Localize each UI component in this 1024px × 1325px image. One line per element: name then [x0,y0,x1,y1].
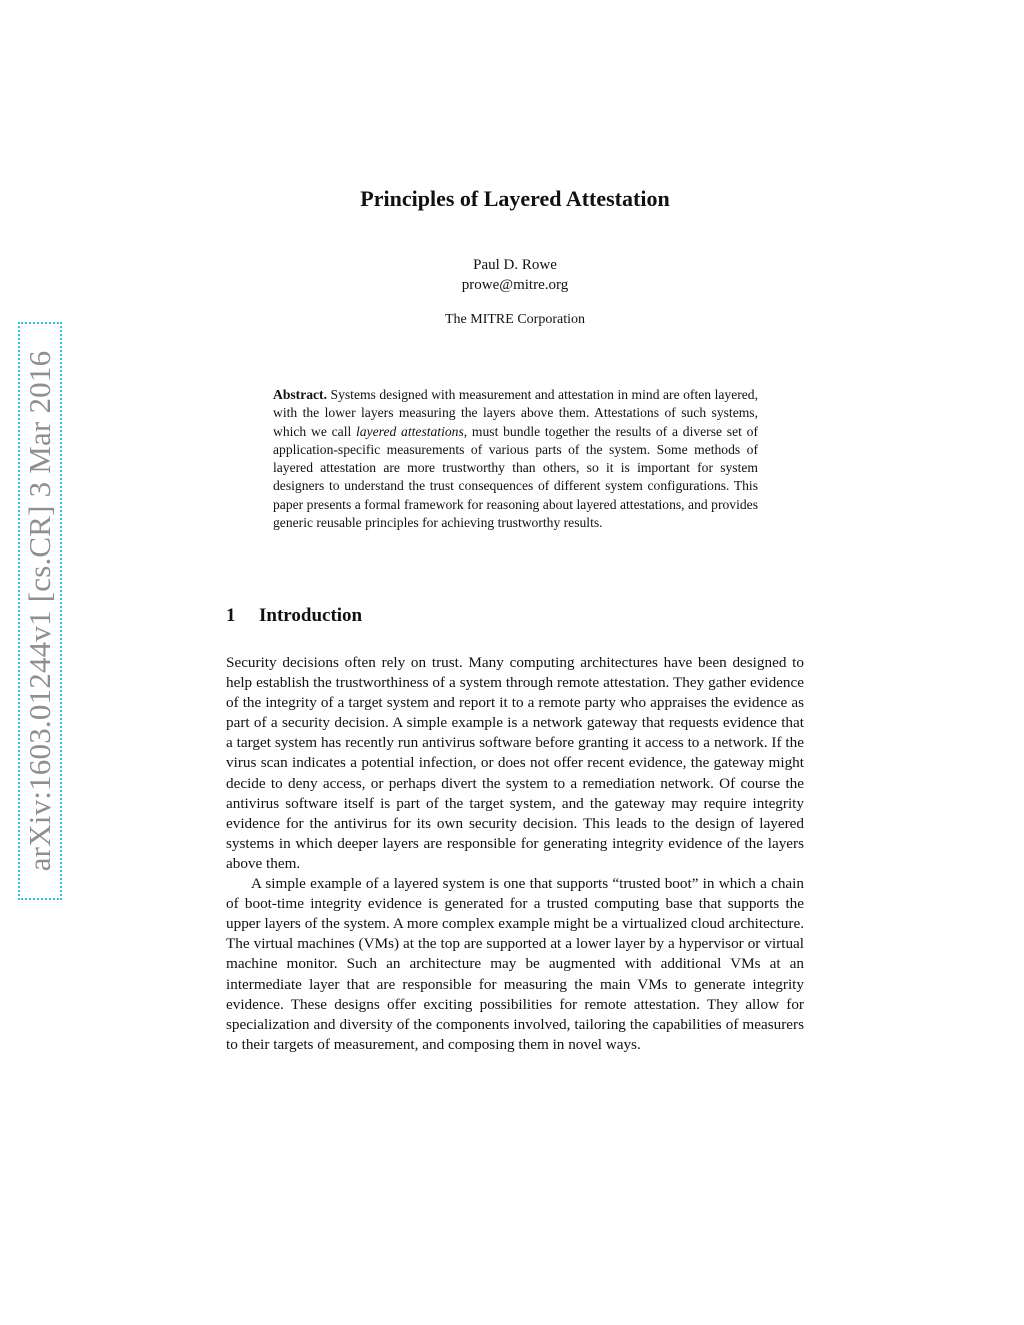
arxiv-stamp [18,322,62,900]
author-affiliation: The MITRE Corporation [445,312,585,327]
section-body [226,653,804,1055]
arxiv-identifier: arXiv:1603.01244v1 [cs.CR] 3 Mar 2016 [22,350,57,872]
author-block [226,255,804,295]
section-heading [226,605,362,627]
author-email: prowe@mitre.org [461,277,569,293]
abstract-label: Abstract. [273,387,327,402]
section-title: Introduction [259,605,363,626]
section-number: 1 [226,605,236,626]
abstract-emphasis: layered attestations [356,423,464,439]
body-paragraph: A simple example of a layered system is one that supports “trusted boot” in which a chain of boot-time integrity evidence is generated for a trusted computing base that supports the upper layers of the system. A more complex example might be a virtualized cloud architecture. The virtual machines (VMs) at the top are supported at a lower layer by a hypervisor or virtual machine monitor. Such an architecture may be augmented with additional VMs at an intermediate layer that are responsible for measuring the main VMs to generate integrity evidence. These designs offer exciting possibilities for remote attestation. They allow for specialization and diversity of the components involved, tailoring the capabilities of measurers to their targets of measurement, and composing them in novel ways. [226,875,804,1053]
abstract-text-start: Systems designed with measurement and attestation in mind are often layered, with the lower layers measuring the layers above them. Attestations of such systems, which we call [273,387,758,439]
paper-title: Principles of Layered Attestation [360,186,670,211]
abstract-text-end: , must bundle together the results of a diverse set of application-specific measurements of various parts of the system. Some methods of layered attestation are more trustworthy than others, so it is important for system designers to understand the trust consequences of different system configurations. This paper presents a formal framework for reasoning about layered attestations, and provides generic reusable principles for achieving trustworthy results. [273,423,759,531]
author-name: Paul D. Rowe [473,257,557,273]
abstract [273,386,758,532]
body-paragraph: Security decisions often rely on trust. Many computing architectures have been designed to help establish the trustworthiness of a system through remote attestation. They gather evidence of the integrity of a target system and report it to a remote party who appraises the evidence as part of a security decision. A simple example is a network gateway that requests evidence that a target system has recently run antivirus software before granting it access to a network. If the virus scan indicates a potential infection, or does not offer recent evidence, the gateway might decide to deny access, or perhaps divert the system to a remediation network. Of course the antivirus software itself is part of the target system, and the gateway may require integrity evidence for the antivirus for its own security decision. This leads to the design of layered systems in which deeper layers are responsible for generating integrity evidence of the layers above them. [226,654,804,872]
